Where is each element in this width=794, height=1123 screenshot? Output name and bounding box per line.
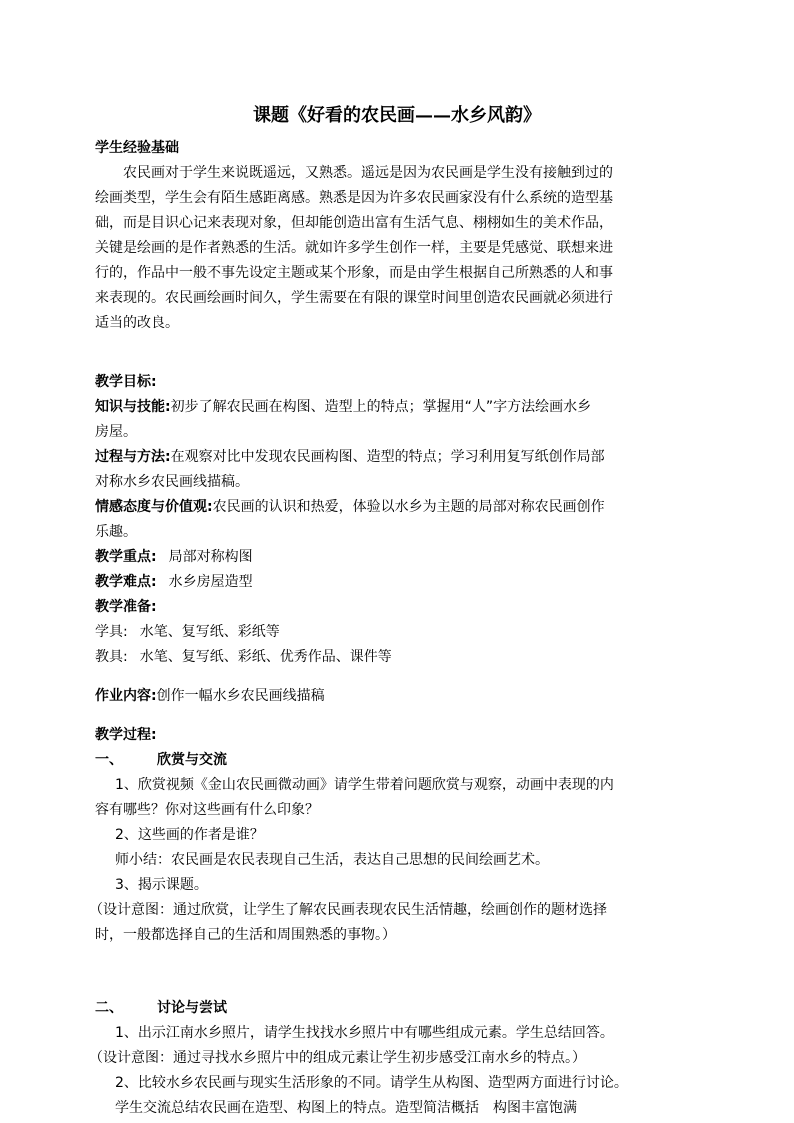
- experience-line-3: 础，而是目识心记来表现对象，但却能创造出富有生活气息、栩栩如生的美术作品，: [95, 215, 613, 231]
- teacher-label: 教具:: [95, 649, 128, 665]
- process-text-2: 对称水乡农民画线描稿。: [95, 474, 249, 490]
- teacher-value: 水笔、复写纸、彩纸、优秀作品、课件等: [139, 649, 392, 665]
- section-1-line-7: 时，一般都选择自己的生活和周围熟悉的事物。）: [95, 927, 396, 943]
- teacher-tools: [95, 645, 701, 670]
- student-value: 水笔、复写纸、彩纸等: [139, 624, 280, 640]
- experience-line-5: 行的，作品中一般不事先设定主题或某个形象，而是由学生根据自己所熟悉的人和事: [95, 265, 613, 281]
- section-2-title: 讨论与尝试: [157, 1000, 227, 1016]
- goals-heading: 教学目标:: [95, 374, 157, 390]
- section-1-number: 一、: [95, 752, 123, 768]
- difficulty-value: 水乡房屋造型: [168, 574, 253, 590]
- experience-line-6: 来表现的。农民画绘画时间久，学生需要在有限的课堂时间里创造农民画就必须进行: [95, 290, 613, 306]
- emotion-text-2: 乐趣。: [95, 524, 137, 540]
- emotion-label: 情感态度与价值观:: [95, 499, 213, 515]
- process-label: 过程与方法:: [95, 449, 171, 465]
- homework-label: 作业内容:: [95, 688, 157, 704]
- section-1-line-4: 师小结：农民画是农民表现自己生活，表达自己思想的民间绘画艺术。: [115, 852, 549, 868]
- knowledge-text-2: 房屋。: [95, 424, 137, 440]
- emotion-goal: [95, 495, 701, 520]
- knowledge-text-1: 初步了解农民画在构图、造型上的特点；掌握用“人”字方法绘画水乡: [170, 399, 592, 415]
- section-1-line-6: （设计意图：通过欣赏，让学生了解农民画表现农民生活情趣，绘画创作的题材选择: [89, 902, 607, 918]
- difficulty-point: [95, 570, 701, 595]
- homework: [95, 684, 701, 709]
- emotion-text-1: 农民画的认识和热爱，体验以水乡为主题的局部对称农民画创作: [212, 499, 605, 515]
- experience-heading: 学生经验基础: [95, 140, 179, 156]
- section-2-line-4: 学生交流总结农民画在造型、构图上的特点。造型简洁概括 构图丰富饱满: [115, 1100, 577, 1116]
- key-value: 局部对称构图: [168, 549, 253, 565]
- section-2-line-1: 1、出示江南水乡照片，请学生找找水乡照片中有哪些组成元素。学生总结回答。: [115, 1025, 614, 1041]
- difficulty-label: 教学难点:: [95, 574, 157, 590]
- knowledge-label: 知识与技能:: [95, 399, 171, 415]
- experience-line-4: 关键是绘画的是作者熟悉的生活。就如许多学生创作一样，主要是凭感觉、联想来进: [95, 240, 613, 256]
- process-text-1: 在观察对比中发现农民画构图、造型的特点；学习利用复写纸创作局部: [170, 449, 605, 465]
- section-2-number: 二、: [95, 1000, 123, 1016]
- student-tools: [95, 620, 701, 645]
- document-body: [89, 136, 701, 1121]
- section-1-heading: [95, 748, 701, 773]
- experience-line-1: 农民画对于学生来说既遥远，又熟悉。遥远是因为农民画是学生没有接触到过的: [123, 165, 613, 181]
- homework-value: 创作一幅水乡农民画线描稿: [156, 688, 325, 704]
- knowledge-goal: [95, 395, 701, 420]
- section-2-heading: [95, 996, 701, 1021]
- student-label: 学具:: [95, 624, 128, 640]
- process-heading: 教学过程:: [95, 727, 157, 743]
- section-1-title: 欣赏与交流: [157, 752, 227, 768]
- section-1-line-3: 2、这些画的作者是谁？: [115, 827, 264, 843]
- section-2-line-2: （设计意图：通过寻找水乡照片中的组成元素让学生初步感受江南水乡的特点。）: [89, 1050, 586, 1066]
- prep-heading: 教学准备:: [95, 599, 157, 615]
- process-goal: [95, 445, 701, 470]
- key-point: [95, 545, 701, 570]
- section-2-line-3: 2、比较水乡农民画与现实生活形象的不同。请学生从构图、造型两方面进行讨论。: [115, 1075, 628, 1091]
- key-label: 教学重点:: [95, 549, 157, 565]
- section-1-line-2: 容有哪些？你对这些画有什么印象？: [95, 802, 319, 818]
- experience-line-7: 适当的改良。: [95, 315, 179, 331]
- section-1-line-5: 3、揭示课题。: [115, 877, 208, 893]
- page-title: 课题《好看的农民画——水乡风韵》: [253, 105, 541, 126]
- section-1-line-1: 1、欣赏视频《金山农民画微动画》请学生带着问题欣赏与观察，动画中表现的内: [115, 777, 614, 793]
- experience-line-2: 绘画类型，学生会有陌生感距离感。熟悉是因为许多农民画家没有什么系统的造型基: [95, 190, 613, 206]
